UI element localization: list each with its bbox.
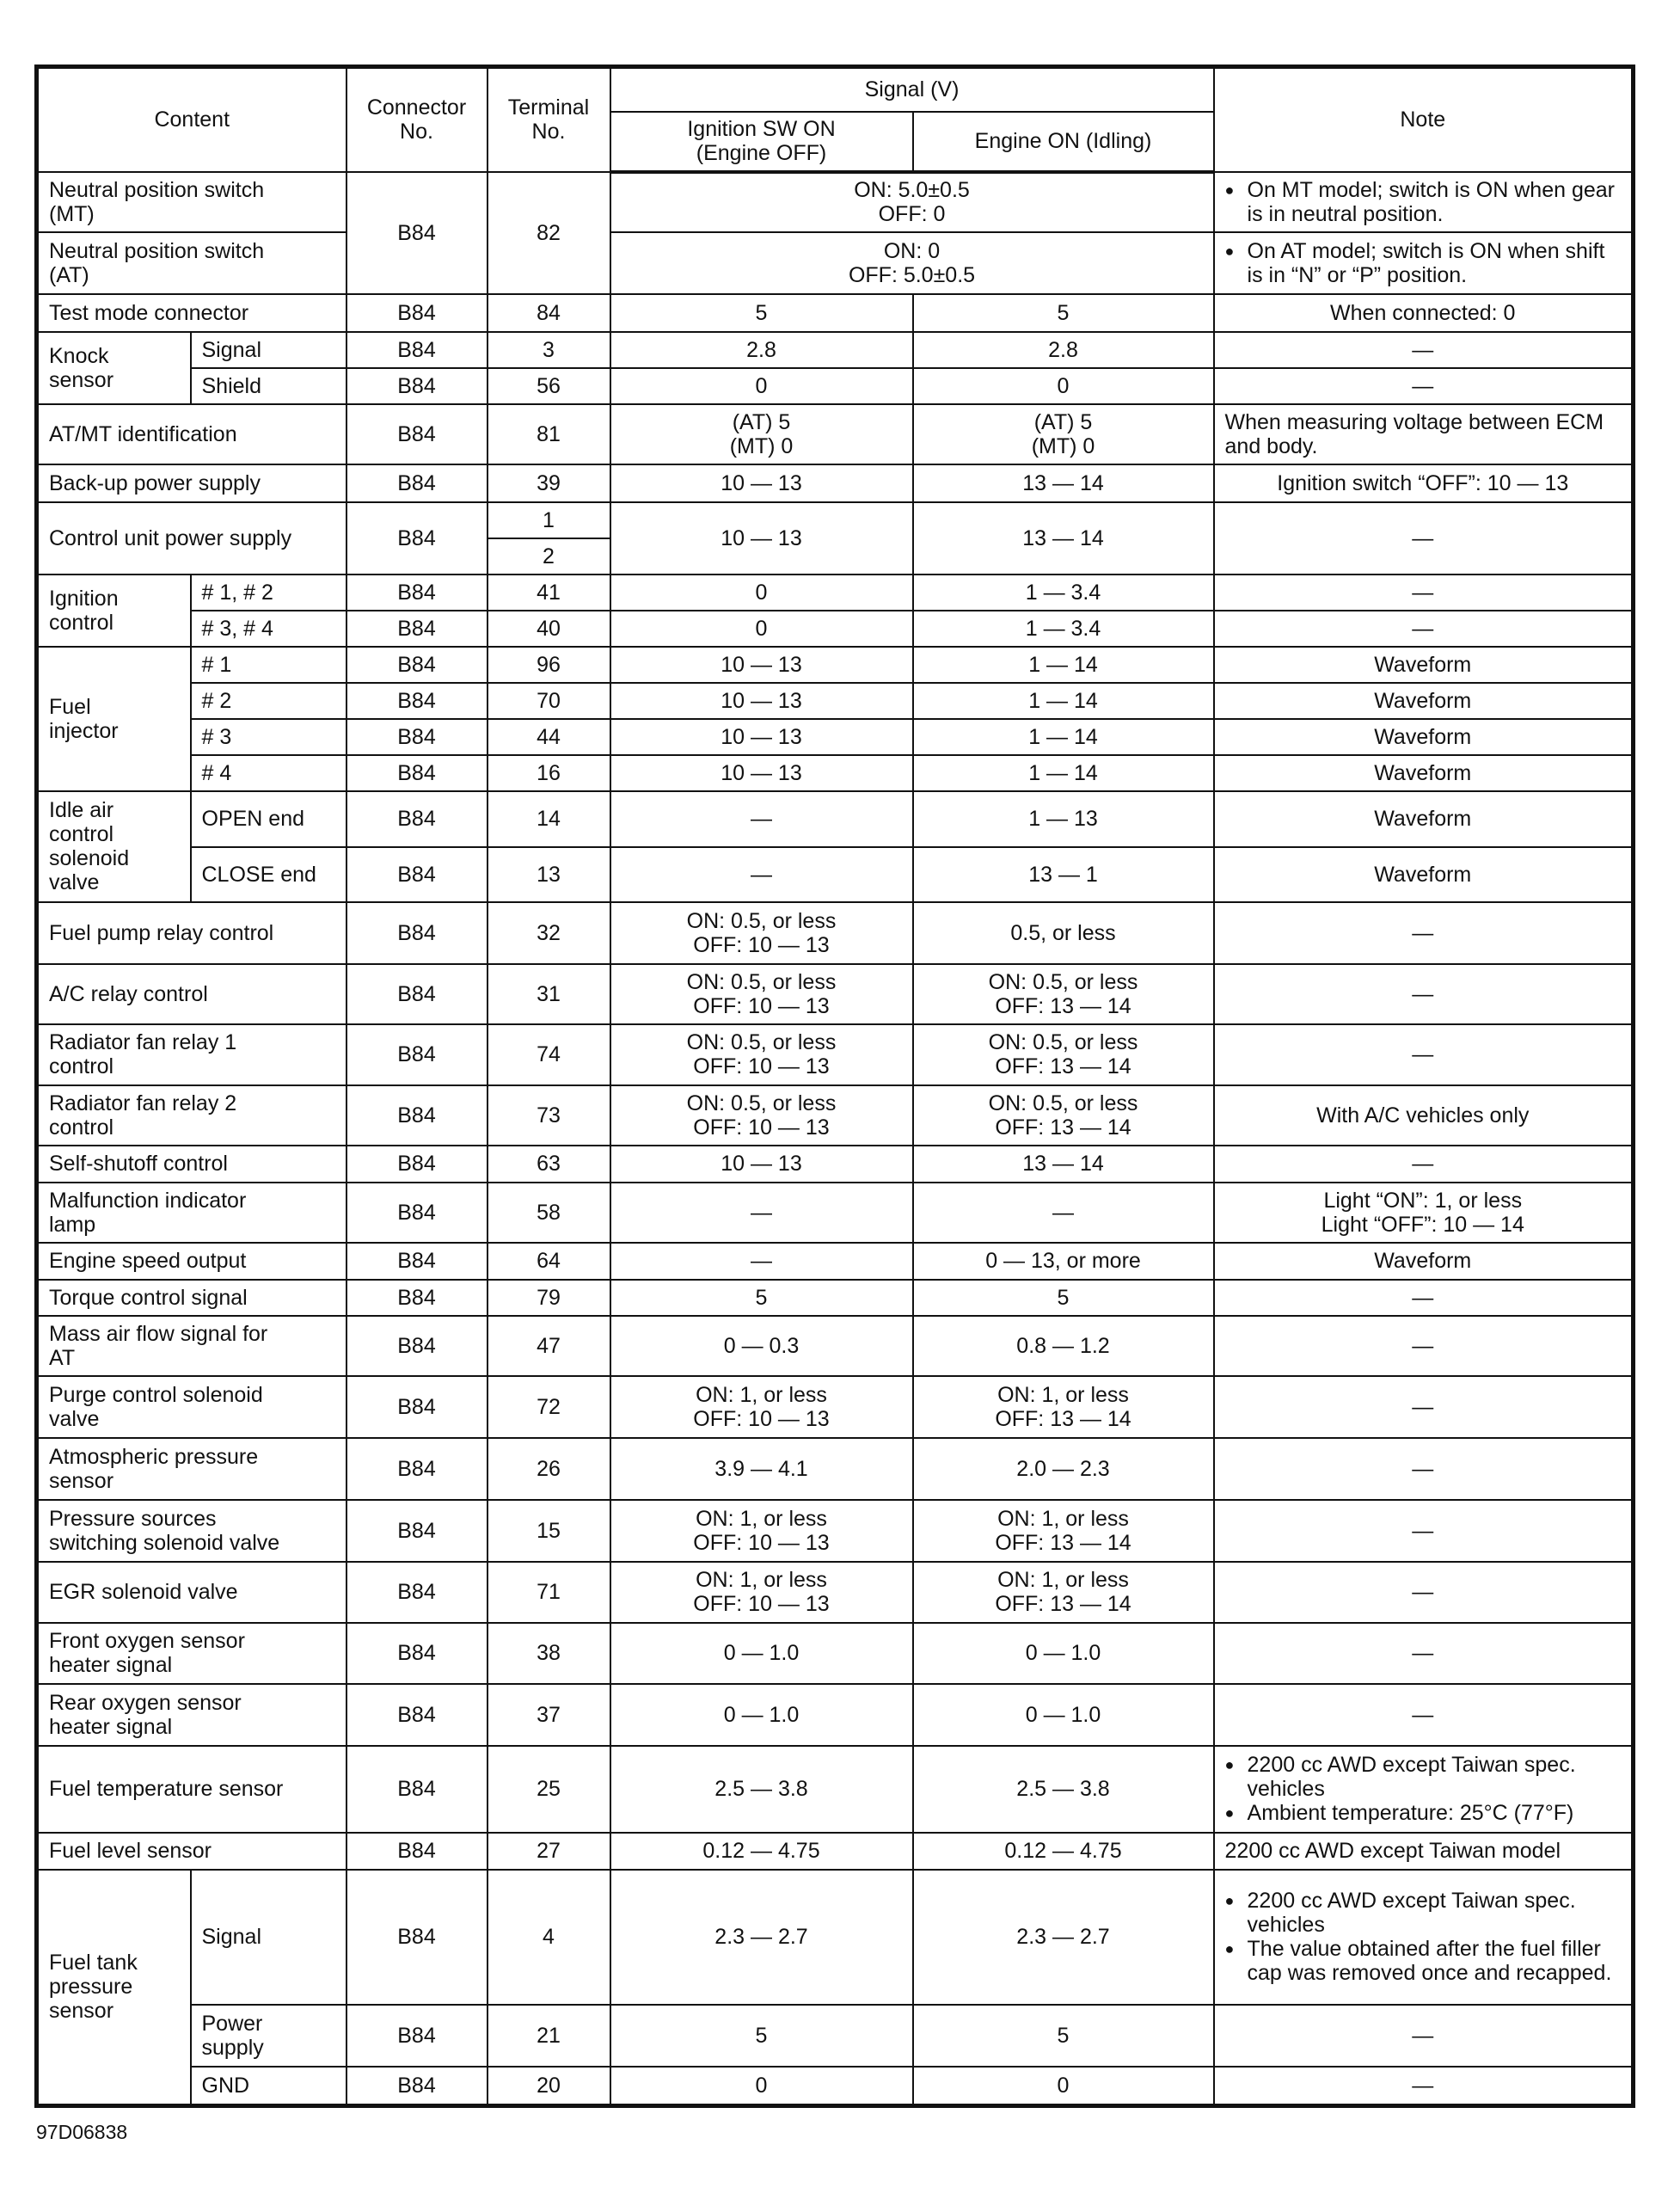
ignition-on-cell: (AT) 5 (MT) 0 <box>610 404 913 464</box>
ignition-on-cell: 0 <box>610 368 913 404</box>
ignition-on-cell: 10 — 13 <box>610 683 913 719</box>
engine-on-cell: 0 — 1.0 <box>913 1623 1214 1684</box>
connector-cell: B84 <box>346 1316 488 1376</box>
table-row <box>37 172 1634 232</box>
table-row <box>37 1746 1634 1833</box>
terminal-cell: 71 <box>488 1562 610 1623</box>
note-bullet-item: ● On MT model; switch is ON when gear is in neutral position. <box>1225 178 1622 226</box>
content-cell: Fuel level sensor <box>37 1833 346 1870</box>
connector-cell: B84 <box>346 1870 488 2005</box>
content-cell: Torque control signal <box>37 1280 346 1316</box>
connector-cell: B84 <box>346 611 488 647</box>
connector-cell: B84 <box>346 902 488 964</box>
note-cell: Waveform <box>1214 847 1634 902</box>
note-cell <box>1214 1746 1634 1833</box>
ignition-on-cell: — <box>610 1183 913 1243</box>
sub-content-cell: GND <box>191 2067 346 2106</box>
content-cell: Radiator fan relay 1 control <box>37 1024 346 1085</box>
note-cell: — <box>1214 1316 1634 1376</box>
terminal-cell: 38 <box>488 1623 610 1684</box>
header-note: Note <box>1214 67 1634 172</box>
engine-on-cell: 2.5 — 3.8 <box>913 1746 1214 1833</box>
engine-on-cell: 2.3 — 2.7 <box>913 1870 1214 2005</box>
header-ignition-on: Ignition SW ON (Engine OFF) <box>610 112 913 172</box>
note-cell: Waveform <box>1214 791 1634 847</box>
note-bullet-item: ● On AT model; switch is ON when shift is in “N” or “P” position. <box>1225 239 1622 287</box>
connector-cell: B84 <box>346 1280 488 1316</box>
sub-content-cell: # 1, # 2 <box>191 575 346 611</box>
note-cell: — <box>1214 1562 1634 1623</box>
note-bullet-item: ● The value obtained after the fuel filler cap was removed once and recapped. <box>1225 1937 1622 1985</box>
connector-cell: B84 <box>346 575 488 611</box>
connector-cell: B84 <box>346 1684 488 1746</box>
note-cell: Waveform <box>1214 1243 1634 1280</box>
terminal-cell: 14 <box>488 791 610 847</box>
terminal-cell: 58 <box>488 1183 610 1243</box>
engine-on-cell: 13 — 14 <box>913 502 1214 575</box>
table-row <box>37 719 1634 755</box>
figure-code: 97D06838 <box>36 2121 128 2143</box>
header-terminal: Terminal No. <box>488 67 610 172</box>
content-cell: Fuel temperature sensor <box>37 1746 346 1833</box>
terminal-cell: 64 <box>488 1243 610 1280</box>
content-cell: Fuel injector <box>37 647 191 791</box>
note-cell: — <box>1214 332 1634 368</box>
connector-cell: B84 <box>346 1623 488 1684</box>
note-cell: — <box>1214 1684 1634 1746</box>
connector-cell: B84 <box>346 1376 488 1438</box>
ignition-on-cell: ON: 1, or less OFF: 10 — 13 <box>610 1562 913 1623</box>
ignition-on-cell: 0 — 1.0 <box>610 1684 913 1746</box>
engine-on-cell: 13 — 14 <box>913 1146 1214 1183</box>
connector-cell: B84 <box>346 719 488 755</box>
signal-cell: ON: 0 OFF: 5.0±0.5 <box>610 232 1214 294</box>
content-cell: Ignition control <box>37 575 191 647</box>
note-cell: Waveform <box>1214 755 1634 791</box>
ignition-on-cell: ON: 0.5, or less OFF: 10 — 13 <box>610 1085 913 1146</box>
ignition-on-cell: 2.8 <box>610 332 913 368</box>
table-row <box>37 964 1634 1024</box>
connector-cell: B84 <box>346 404 488 464</box>
note-cell: When connected: 0 <box>1214 294 1634 332</box>
sub-content-cell: Shield <box>191 368 346 404</box>
engine-on-cell: ON: 1, or less OFF: 13 — 14 <box>913 1562 1214 1623</box>
note-cell: — <box>1214 611 1634 647</box>
engine-on-cell: 1 — 14 <box>913 719 1214 755</box>
table-row <box>37 902 1634 964</box>
terminal-cell: 4 <box>488 1870 610 2005</box>
ignition-on-cell: — <box>610 1243 913 1280</box>
ecm-io-signal-table-sheet <box>34 65 1635 2108</box>
connector-cell: B84 <box>346 1562 488 1623</box>
table-row <box>37 232 1634 294</box>
terminal-cell: 81 <box>488 404 610 464</box>
ignition-on-cell: 5 <box>610 294 913 332</box>
signal-cell: ON: 5.0±0.5 OFF: 0 <box>610 172 1214 232</box>
content-cell: Knock sensor <box>37 332 191 404</box>
table-row <box>37 1684 1634 1746</box>
note-bullet-item: ● Ambient temperature: 25°C (77°F) <box>1225 1801 1622 1825</box>
connector-cell: B84 <box>346 1146 488 1183</box>
connector-cell: B84 <box>346 2067 488 2106</box>
terminal-cell: 31 <box>488 964 610 1024</box>
content-cell: Control unit power supply <box>37 502 346 575</box>
terminal-cell: 73 <box>488 1085 610 1146</box>
table-row <box>37 1243 1634 1280</box>
engine-on-cell: 5 <box>913 1280 1214 1316</box>
engine-on-cell: 1 — 3.4 <box>913 611 1214 647</box>
table-row <box>37 1280 1634 1316</box>
engine-on-cell: 0.5, or less <box>913 902 1214 964</box>
sub-content-cell: # 1 <box>191 647 346 683</box>
table-row <box>37 647 1634 683</box>
content-cell: Test mode connector <box>37 294 346 332</box>
connector-cell: B84 <box>346 1500 488 1562</box>
terminal-cell: 2 <box>488 538 610 575</box>
connector-cell: B84 <box>346 791 488 847</box>
terminal-cell: 44 <box>488 719 610 755</box>
ignition-on-cell: 0 — 0.3 <box>610 1316 913 1376</box>
terminal-cell: 25 <box>488 1746 610 1833</box>
engine-on-cell: ON: 1, or less OFF: 13 — 14 <box>913 1376 1214 1438</box>
table-row <box>37 575 1634 611</box>
connector-cell: B84 <box>346 847 488 902</box>
header-content: Content <box>37 67 346 172</box>
note-cell: — <box>1214 1280 1634 1316</box>
terminal-cell: 16 <box>488 755 610 791</box>
ignition-on-cell: 5 <box>610 1280 913 1316</box>
note-cell: — <box>1214 964 1634 1024</box>
connector-cell: B84 <box>346 647 488 683</box>
sub-content-cell: Signal <box>191 1870 346 2005</box>
table-row <box>37 1376 1634 1438</box>
table-row <box>37 1438 1634 1500</box>
content-cell: Self-shutoff control <box>37 1146 346 1183</box>
sub-content-cell: CLOSE end <box>191 847 346 902</box>
terminal-cell: 37 <box>488 1684 610 1746</box>
table-row <box>37 368 1634 404</box>
table-row <box>37 1146 1634 1183</box>
engine-on-cell: 1 — 14 <box>913 683 1214 719</box>
table-row <box>37 1623 1634 1684</box>
note-cell: — <box>1214 2067 1634 2106</box>
engine-on-cell: 2.8 <box>913 332 1214 368</box>
terminal-cell: 13 <box>488 847 610 902</box>
content-cell: Fuel pump relay control <box>37 902 346 964</box>
header-engine-on: Engine ON (Idling) <box>913 112 1214 172</box>
note-cell: — <box>1214 368 1634 404</box>
note-bullet-item: ● 2200 cc AWD except Taiwan spec. vehicles <box>1225 1889 1622 1937</box>
table-row <box>37 404 1634 464</box>
terminal-cell: 32 <box>488 902 610 964</box>
ignition-on-cell: 2.3 — 2.7 <box>610 1870 913 2005</box>
ignition-on-cell: 10 — 13 <box>610 719 913 755</box>
note-cell: Light “ON”: 1, or less Light “OFF”: 10 — 14 <box>1214 1183 1634 1243</box>
engine-on-cell: (AT) 5 (MT) 0 <box>913 404 1214 464</box>
connector-cell: B84 <box>346 332 488 368</box>
ignition-on-cell: 0 <box>610 611 913 647</box>
table-row <box>37 294 1634 332</box>
table-row <box>37 332 1634 368</box>
ignition-on-cell: — <box>610 847 913 902</box>
table-row <box>37 611 1634 647</box>
terminal-cell: 39 <box>488 464 610 502</box>
terminal-cell: 96 <box>488 647 610 683</box>
content-cell: Radiator fan relay 2 control <box>37 1085 346 1146</box>
engine-on-cell: ON: 1, or less OFF: 13 — 14 <box>913 1500 1214 1562</box>
sub-content-cell: # 3, # 4 <box>191 611 346 647</box>
content-cell: Front oxygen sensor heater signal <box>37 1623 346 1684</box>
table-row <box>37 1870 1634 2005</box>
note-cell: With A/C vehicles only <box>1214 1085 1634 1146</box>
table-row <box>37 683 1634 719</box>
content-cell: Idle air control solenoid valve <box>37 791 191 902</box>
connector-cell: B84 <box>346 2005 488 2067</box>
table-row <box>37 464 1634 502</box>
ignition-on-cell: 10 — 13 <box>610 502 913 575</box>
ignition-on-cell: 10 — 13 <box>610 755 913 791</box>
connector-cell: B84 <box>346 1183 488 1243</box>
connector-cell: B84 <box>346 1438 488 1500</box>
terminal-cell: 21 <box>488 2005 610 2067</box>
terminal-cell: 41 <box>488 575 610 611</box>
terminal-cell: 63 <box>488 1146 610 1183</box>
engine-on-cell: 0.12 — 4.75 <box>913 1833 1214 1870</box>
ignition-on-cell: 10 — 13 <box>610 1146 913 1183</box>
table-row <box>37 1024 1634 1085</box>
engine-on-cell: 5 <box>913 294 1214 332</box>
table-row <box>37 755 1634 791</box>
engine-on-cell: 13 — 14 <box>913 464 1214 502</box>
content-cell: Rear oxygen sensor heater signal <box>37 1684 346 1746</box>
terminal-cell: 26 <box>488 1438 610 1500</box>
connector-cell: B84 <box>346 1243 488 1280</box>
engine-on-cell: 2.0 — 2.3 <box>913 1438 1214 1500</box>
content-cell: EGR solenoid valve <box>37 1562 346 1623</box>
sub-content-cell: Power supply <box>191 2005 346 2067</box>
note-cell: 2200 cc AWD except Taiwan model <box>1214 1833 1634 1870</box>
ignition-on-cell: 3.9 — 4.1 <box>610 1438 913 1500</box>
note-cell: — <box>1214 1024 1634 1085</box>
terminal-cell: 72 <box>488 1376 610 1438</box>
content-cell: Neutral position switch (AT) <box>37 232 346 294</box>
ignition-on-cell: 0.12 — 4.75 <box>610 1833 913 1870</box>
note-cell <box>1214 172 1634 232</box>
ignition-on-cell: 0 <box>610 575 913 611</box>
engine-on-cell: — <box>913 1183 1214 1243</box>
note-cell: — <box>1214 1500 1634 1562</box>
connector-cell: B84 <box>346 755 488 791</box>
ignition-on-cell: 0 <box>610 2067 913 2106</box>
header-connector: Connector No. <box>346 67 488 172</box>
connector-cell: B84 <box>346 683 488 719</box>
ignition-on-cell: 5 <box>610 2005 913 2067</box>
note-cell: — <box>1214 1376 1634 1438</box>
engine-on-cell: 13 — 1 <box>913 847 1214 902</box>
terminal-cell: 70 <box>488 683 610 719</box>
note-cell: Waveform <box>1214 647 1634 683</box>
engine-on-cell: 1 — 14 <box>913 755 1214 791</box>
ignition-on-cell: ON: 1, or less OFF: 10 — 13 <box>610 1376 913 1438</box>
engine-on-cell: ON: 0.5, or less OFF: 13 — 14 <box>913 964 1214 1024</box>
note-cell <box>1214 1870 1634 2005</box>
table-row <box>37 2005 1634 2067</box>
content-cell: Back-up power supply <box>37 464 346 502</box>
ignition-on-cell: — <box>610 791 913 847</box>
engine-on-cell: ON: 0.5, or less OFF: 13 — 14 <box>913 1085 1214 1146</box>
content-cell: Pressure sources switching solenoid valve <box>37 1500 346 1562</box>
engine-on-cell: 5 <box>913 2005 1214 2067</box>
table-row <box>37 791 1634 847</box>
engine-on-cell: ON: 0.5, or less OFF: 13 — 14 <box>913 1024 1214 1085</box>
note-bullet-item: ● 2200 cc AWD except Taiwan spec. vehicles <box>1225 1753 1622 1801</box>
sub-content-cell: # 3 <box>191 719 346 755</box>
terminal-cell: 82 <box>488 172 610 294</box>
ignition-on-cell: 0 — 1.0 <box>610 1623 913 1684</box>
engine-on-cell: 0 — 1.0 <box>913 1684 1214 1746</box>
note-cell: — <box>1214 1438 1634 1500</box>
connector-cell: B84 <box>346 172 488 294</box>
note-cell: Waveform <box>1214 683 1634 719</box>
ignition-on-cell: ON: 0.5, or less OFF: 10 — 13 <box>610 902 913 964</box>
connector-cell: B84 <box>346 368 488 404</box>
ignition-on-cell: ON: 0.5, or less OFF: 10 — 13 <box>610 1024 913 1085</box>
note-cell <box>1214 232 1634 294</box>
engine-on-cell: 0 — 13, or more <box>913 1243 1214 1280</box>
connector-cell: B84 <box>346 964 488 1024</box>
content-cell: Engine speed output <box>37 1243 346 1280</box>
engine-on-cell: 0.8 — 1.2 <box>913 1316 1214 1376</box>
ecm-io-signal-table <box>34 65 1635 2108</box>
engine-on-cell: 0 <box>913 368 1214 404</box>
table-row <box>37 1833 1634 1870</box>
terminal-cell: 40 <box>488 611 610 647</box>
content-cell: Neutral position switch (MT) <box>37 172 346 232</box>
note-cell: — <box>1214 2005 1634 2067</box>
note-cell: — <box>1214 1623 1634 1684</box>
terminal-cell: 56 <box>488 368 610 404</box>
content-cell: AT/MT identification <box>37 404 346 464</box>
ignition-on-cell: 2.5 — 3.8 <box>610 1746 913 1833</box>
content-cell: Mass air flow signal for AT <box>37 1316 346 1376</box>
terminal-cell: 3 <box>488 332 610 368</box>
note-cell: Ignition switch “OFF”: 10 — 13 <box>1214 464 1634 502</box>
content-cell: Atmospheric pressure sensor <box>37 1438 346 1500</box>
note-cell: Waveform <box>1214 719 1634 755</box>
engine-on-cell: 1 — 3.4 <box>913 575 1214 611</box>
ignition-on-cell: ON: 0.5, or less OFF: 10 — 13 <box>610 964 913 1024</box>
table-row <box>37 1085 1634 1146</box>
content-cell: Fuel tank pressure sensor <box>37 1870 191 2106</box>
note-cell: — <box>1214 1146 1634 1183</box>
ignition-on-cell: ON: 1, or less OFF: 10 — 13 <box>610 1500 913 1562</box>
table-row <box>37 1316 1634 1376</box>
terminal-cell: 79 <box>488 1280 610 1316</box>
sub-content-cell: # 4 <box>191 755 346 791</box>
connector-cell: B84 <box>346 1833 488 1870</box>
table-row <box>37 1500 1634 1562</box>
connector-cell: B84 <box>346 502 488 575</box>
connector-cell: B84 <box>346 1024 488 1085</box>
terminal-cell: 47 <box>488 1316 610 1376</box>
connector-cell: B84 <box>346 1746 488 1833</box>
table-row <box>37 1562 1634 1623</box>
table-row <box>37 847 1634 902</box>
table-row <box>37 2067 1634 2106</box>
connector-cell: B84 <box>346 294 488 332</box>
engine-on-cell: 1 — 13 <box>913 791 1214 847</box>
header-signal: Signal (V) <box>610 67 1214 112</box>
ignition-on-cell: 10 — 13 <box>610 464 913 502</box>
content-cell: A/C relay control <box>37 964 346 1024</box>
terminal-cell: 1 <box>488 502 610 538</box>
ignition-on-cell: 10 — 13 <box>610 647 913 683</box>
note-cell: — <box>1214 575 1634 611</box>
terminal-cell: 27 <box>488 1833 610 1870</box>
engine-on-cell: 0 <box>913 2067 1214 2106</box>
table-row <box>37 502 1634 538</box>
content-cell: Malfunction indicator lamp <box>37 1183 346 1243</box>
connector-cell: B84 <box>346 464 488 502</box>
sub-content-cell: Signal <box>191 332 346 368</box>
engine-on-cell: 1 — 14 <box>913 647 1214 683</box>
terminal-cell: 84 <box>488 294 610 332</box>
note-cell: — <box>1214 902 1634 964</box>
note-cell: — <box>1214 502 1634 575</box>
content-cell: Purge control solenoid valve <box>37 1376 346 1438</box>
terminal-cell: 15 <box>488 1500 610 1562</box>
note-cell: When measuring voltage between ECM and body. <box>1214 404 1634 464</box>
sub-content-cell: # 2 <box>191 683 346 719</box>
terminal-cell: 20 <box>488 2067 610 2106</box>
table-row <box>37 1183 1634 1243</box>
terminal-cell: 74 <box>488 1024 610 1085</box>
sub-content-cell: OPEN end <box>191 791 346 847</box>
connector-cell: B84 <box>346 1085 488 1146</box>
